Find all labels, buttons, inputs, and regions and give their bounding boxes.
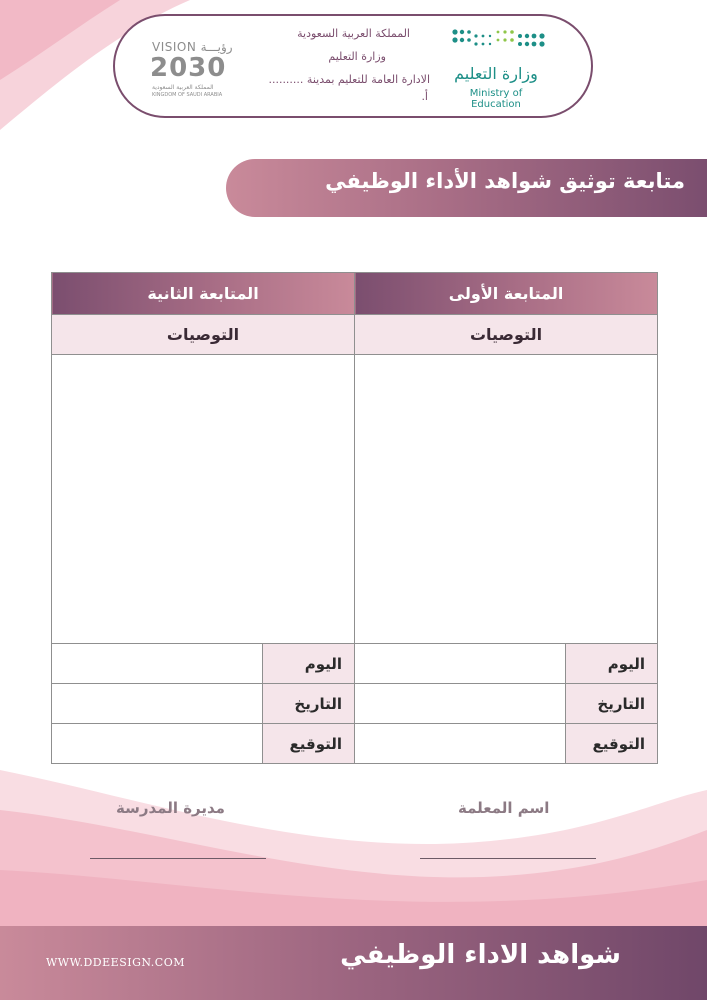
followup-grid bbox=[51, 272, 658, 764]
first-day-field[interactable] bbox=[355, 644, 566, 684]
directorate-line: الادارة العامة للتعليم بمدينة .......... bbox=[268, 73, 430, 86]
footer-website: WWW.DDEESIGN.COM bbox=[46, 956, 185, 969]
first-followup-heading: المتابعة الأولى bbox=[355, 273, 658, 315]
second-recommendations-area[interactable] bbox=[52, 355, 355, 644]
school-line: أ. bbox=[421, 90, 428, 103]
principal-signature-line[interactable] bbox=[90, 858, 266, 859]
vision-title: VISION رؤيـــة bbox=[152, 40, 233, 54]
second-signature-label: التوقيع bbox=[263, 724, 355, 764]
second-recommendations-heading: التوصيات bbox=[52, 315, 355, 355]
ministry-line: وزارة التعليم bbox=[328, 50, 386, 63]
second-followup-heading: المتابعة الثانية bbox=[52, 273, 355, 315]
principal-label: مديرة المدرسة bbox=[116, 799, 225, 817]
teacher-name-label: اسم المعلمة bbox=[458, 799, 550, 817]
second-day-field[interactable] bbox=[52, 644, 263, 684]
first-recommendations-heading: التوصيات bbox=[355, 315, 658, 355]
vision-english: KINGDOM OF SAUDI ARABIA bbox=[152, 92, 223, 98]
second-signature-field[interactable] bbox=[52, 724, 263, 764]
kingdom-line: المملكة العربية السعودية bbox=[297, 27, 410, 40]
moe-dots-icon bbox=[450, 26, 550, 56]
vision-2030-logo bbox=[150, 40, 240, 100]
followup-table bbox=[51, 272, 657, 763]
ministry-of-education-logo bbox=[444, 24, 554, 110]
moe-logo-arabic: وزارة التعليم bbox=[454, 64, 538, 83]
first-signature-label: التوقيع bbox=[566, 724, 658, 764]
ministry-text-block bbox=[250, 22, 430, 103]
title-banner bbox=[226, 159, 707, 217]
second-date-label: التاريخ bbox=[263, 684, 355, 724]
moe-logo-english: Ministry of Education bbox=[469, 88, 523, 110]
first-signature-field[interactable] bbox=[355, 724, 566, 764]
page-title: متابعة توثيق شواهد الأداء الوظيفي bbox=[325, 169, 685, 193]
footer-title: شواهد الاداء الوظيفي bbox=[340, 940, 621, 970]
second-date-field[interactable] bbox=[52, 684, 263, 724]
first-day-label: اليوم bbox=[566, 644, 658, 684]
second-day-label: اليوم bbox=[263, 644, 355, 684]
vision-arabic: المملكة العربية السعودية bbox=[152, 84, 214, 91]
teacher-signature-line[interactable] bbox=[420, 858, 596, 859]
first-recommendations-area[interactable] bbox=[355, 355, 658, 644]
first-date-field[interactable] bbox=[355, 684, 566, 724]
footer-bar bbox=[0, 926, 707, 1000]
first-date-label: التاريخ bbox=[566, 684, 658, 724]
vision-year: 2030 bbox=[150, 53, 227, 83]
